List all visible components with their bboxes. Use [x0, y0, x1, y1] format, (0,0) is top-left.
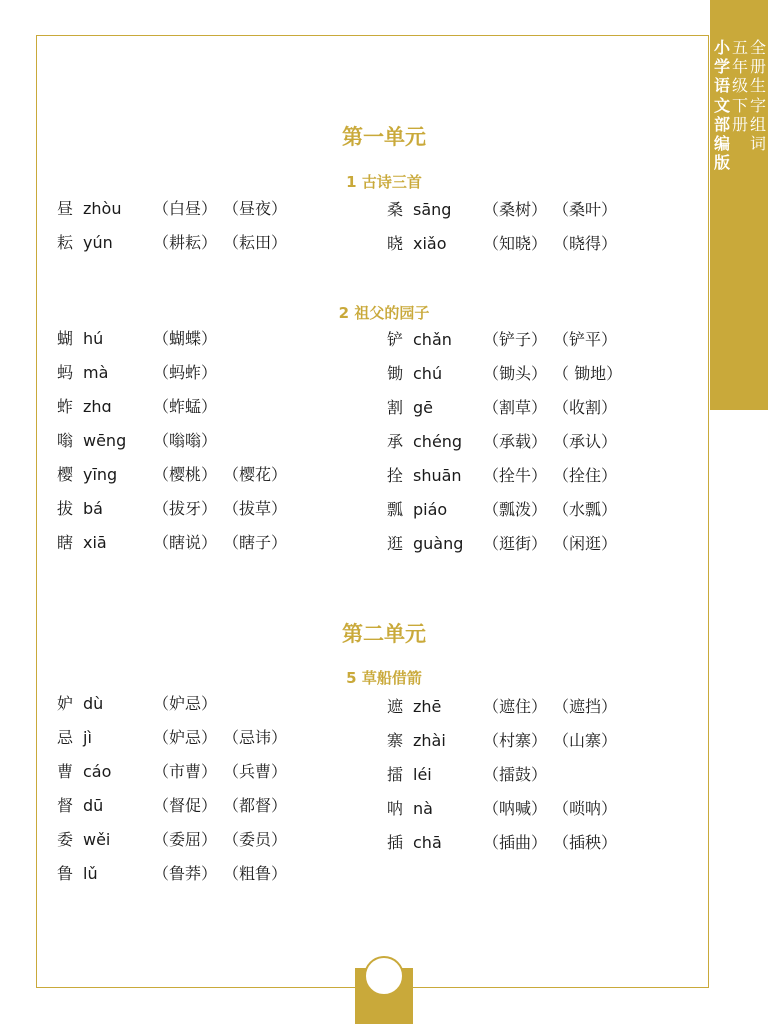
pinyin: zhài [413, 731, 446, 750]
pinyin: yīng [83, 465, 118, 484]
word-group: （昼夜） [223, 199, 288, 218]
character: 蚱 [57, 397, 74, 416]
pinyin: zhē [413, 697, 442, 716]
side-tab-subject: 全册生字组词 [749, 38, 766, 154]
pinyin: dū [83, 796, 104, 815]
word-group: （插曲） [483, 833, 548, 852]
pinyin: dù [83, 694, 104, 713]
character: 锄 [387, 364, 404, 383]
word-group: （水瓢） [553, 500, 618, 519]
pinyin: xiǎo [413, 234, 447, 253]
character: 督 [57, 796, 74, 815]
word-group: （鲁莽） [153, 864, 218, 883]
word-group: （耕耘） [153, 233, 218, 252]
character: 蝴 [57, 329, 74, 348]
character: 桑 [387, 200, 404, 219]
character: 承 [387, 432, 404, 451]
word-group: （拔草） [223, 499, 288, 518]
word-group: （委员） [223, 830, 288, 849]
pinyin: chú [413, 364, 443, 383]
pinyin: guàng [413, 534, 464, 553]
word-group: （闲逛） [553, 534, 618, 553]
pinyin: cáo [83, 762, 112, 781]
character: 拔 [57, 499, 74, 518]
pinyin: sāng [413, 200, 452, 219]
pinyin: yún [83, 233, 113, 252]
pinyin: zhɑ [83, 397, 112, 416]
word-group: （知晓） [483, 234, 548, 253]
word-group: （桑树） [483, 200, 548, 219]
word-group: （委屈） [153, 830, 218, 849]
word-group: （瞎子） [223, 533, 288, 552]
word-group: （承认） [553, 432, 618, 451]
pinyin: jì [83, 728, 92, 747]
character: 瞎 [57, 533, 74, 552]
character: 委 [57, 830, 74, 849]
page-number-circle [364, 956, 404, 996]
word-group: （遮挡） [553, 697, 618, 716]
unit-title: 第二单元 [342, 622, 426, 646]
character: 割 [387, 398, 404, 417]
pinyin: xiā [83, 533, 107, 552]
word-group: （拴牛） [483, 466, 548, 485]
word-group: （铲平） [553, 330, 618, 349]
character: 寨 [387, 731, 404, 750]
word-group: （锄头） [483, 364, 548, 383]
word-group: （瓢泼） [483, 500, 548, 519]
character: 插 [387, 833, 404, 852]
word-group: （蚱蜢） [153, 397, 218, 416]
word-group: （兵曹） [223, 762, 288, 781]
word-group: （蝴蝶） [153, 329, 218, 348]
character: 昼 [57, 199, 74, 218]
word-group: （山寨） [553, 731, 618, 750]
word-group: （收割） [553, 398, 618, 417]
word-group: （铲子） [483, 330, 548, 349]
character: 瓢 [387, 500, 404, 519]
word-group: （遮住） [483, 697, 548, 716]
pinyin: chéng [413, 432, 463, 451]
lesson-title: 5 草船借箭 [346, 669, 422, 687]
word-group: （承载） [483, 432, 548, 451]
pinyin: zhòu [83, 199, 122, 218]
character: 曹 [57, 762, 74, 781]
word-group: （插秧） [553, 833, 618, 852]
character: 蚂 [57, 363, 74, 382]
word-group: （呐喊） [483, 799, 548, 818]
unit-title: 第一单元 [342, 125, 426, 149]
word-group: （逛街） [483, 534, 548, 553]
pinyin: mà [83, 363, 109, 382]
word-group: （ 锄地） [553, 364, 623, 383]
side-tab-grade: 五年级下册 [731, 38, 748, 134]
pinyin: bá [83, 499, 103, 518]
word-group: （割草） [483, 398, 548, 417]
pinyin: wěi [83, 830, 111, 849]
character: 晓 [387, 234, 404, 253]
pinyin: lǔ [83, 864, 98, 883]
word-group: （白昼） [153, 199, 218, 218]
word-group: （晓得） [553, 234, 618, 253]
word-group: （村寨） [483, 731, 548, 750]
lesson-title: 1 古诗三首 [346, 173, 422, 191]
word-group: （妒忌） [153, 694, 218, 713]
pinyin: wēng [83, 431, 127, 450]
character: 铲 [387, 330, 404, 349]
character: 呐 [387, 799, 404, 818]
word-group: （蚂蚱） [153, 363, 218, 382]
pinyin: chǎn [413, 330, 452, 349]
pinyin: gē [413, 398, 433, 417]
word-group: （桑叶） [553, 200, 618, 219]
character: 逛 [387, 534, 404, 553]
pinyin: léi [413, 765, 432, 784]
character: 遮 [387, 697, 404, 716]
word-group: （擂鼓） [483, 765, 548, 784]
word-group: （嗡嗡） [153, 431, 218, 450]
character: 忌 [57, 728, 74, 747]
word-group: （唢呐） [553, 799, 618, 818]
word-group: （拴住） [553, 466, 618, 485]
lesson-title: 2 祖父的园子 [338, 304, 430, 322]
side-tab [710, 0, 768, 410]
pinyin: hú [83, 329, 104, 348]
character: 擂 [387, 765, 404, 784]
word-group: （拔牙） [153, 499, 218, 518]
character: 耘 [57, 233, 74, 252]
word-group: （粗鲁） [223, 864, 288, 883]
side-tab-series: 小学语文部编版 [713, 38, 730, 173]
character: 妒 [57, 694, 74, 713]
pinyin: piáo [413, 500, 448, 519]
word-group: （耘田） [223, 233, 288, 252]
character: 拴 [387, 466, 404, 485]
word-group: （妒忌） [153, 728, 218, 747]
word-group: （樱桃） [153, 465, 218, 484]
word-group: （督促） [153, 796, 218, 815]
word-group: （市曹） [153, 762, 218, 781]
character: 嗡 [57, 431, 74, 450]
character: 樱 [57, 465, 74, 484]
word-group: （忌讳） [223, 728, 288, 747]
character: 鲁 [57, 864, 74, 883]
pinyin: chā [413, 833, 442, 852]
word-group: （樱花） [223, 465, 288, 484]
word-group: （瞎说） [153, 533, 218, 552]
pinyin: nà [413, 799, 433, 818]
word-group: （都督） [223, 796, 288, 815]
pinyin: shuān [413, 466, 462, 485]
